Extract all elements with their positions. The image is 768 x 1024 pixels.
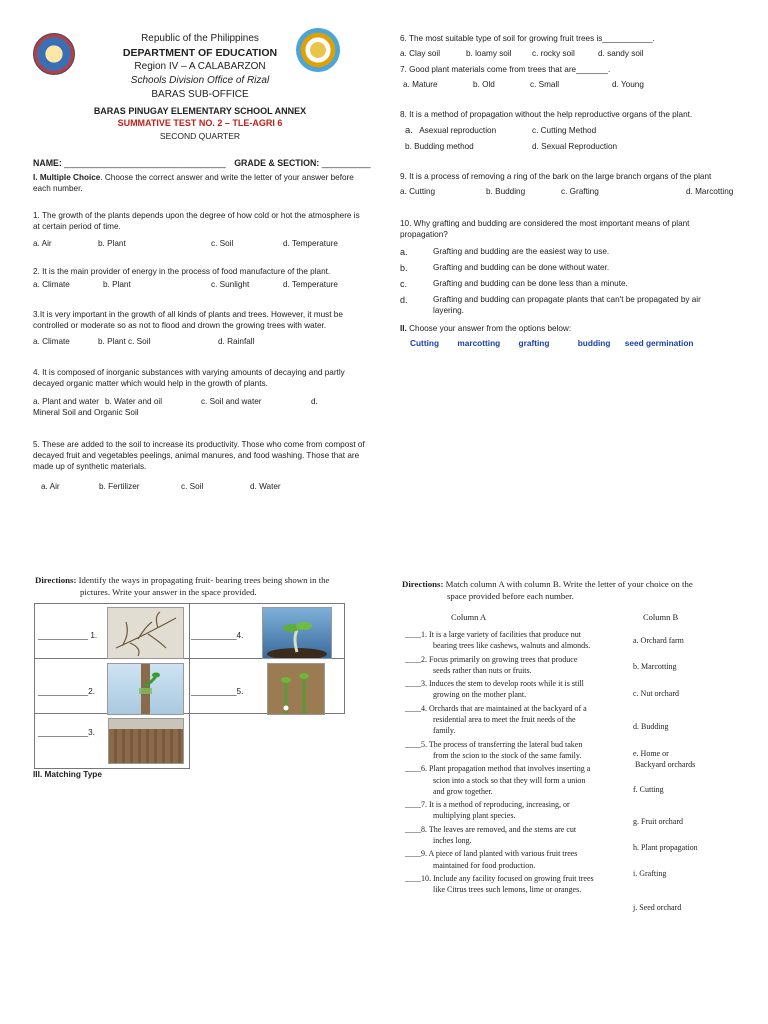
choice-e-text2: Backyard orchards	[635, 760, 696, 769]
choice-g: g. Fruit orchard	[633, 817, 683, 826]
q10-option-c[interactable]: c.	[400, 279, 408, 289]
matching-directions-text: Match column A with column B. Write the letter of your choice on the	[443, 579, 693, 589]
matching-item-9-text2: maintained for food production.	[433, 860, 536, 870]
q5-option-c[interactable]: c. Soil	[181, 482, 204, 491]
picture-directions-text: Identify the ways in propagating fruit- bearing trees being shown in the	[76, 575, 330, 585]
option-seed-germination: seed germination	[624, 338, 694, 348]
grade-blank[interactable]: __________	[321, 158, 371, 168]
q1-option-c[interactable]: c. Soil	[211, 239, 234, 248]
q5-text2: decayed fruit and vegetables peelings, animal manures, and food washing. Those that are	[33, 451, 360, 460]
q2-option-d[interactable]: d. Temperature	[283, 280, 338, 289]
matching-item-5-text2: from the scion to the stock of the same family.	[433, 750, 582, 760]
matching-item-8-text2: inches long.	[433, 836, 472, 846]
part1-instructions: . Choose the correct answer and write the letter of your answer before	[100, 173, 354, 182]
q3-option-bc[interactable]: b. Plant c. Soil	[98, 337, 151, 346]
q10-option-d-text2: layering.	[433, 306, 464, 315]
matching-item-3-text2: growing on the mother plant.	[433, 690, 527, 700]
q4-option-b[interactable]: b. Water and oil	[105, 397, 163, 406]
q1-text: 1. The growth of the plants depends upon the degree of how cold or hot the atmosphere is	[33, 211, 360, 220]
question-10	[400, 218, 740, 240]
matching-item-4-text: ____4. Orchards that are maintained at the backyard of a	[405, 703, 587, 713]
option-cutting: Cutting	[410, 338, 440, 348]
choice-i: i. Grafting	[633, 869, 667, 878]
question-1	[33, 210, 373, 232]
q3-option-a[interactable]: a. Climate	[33, 337, 70, 346]
test-title: SUMMATIVE TEST NO. 2 – TLE-AGRI 6	[117, 118, 283, 128]
matching-item-1-text: ____1. It is a large variety of facilities that produce nut	[405, 630, 582, 639]
picture-budding	[267, 663, 325, 715]
q4-option-d-text: Mineral Soil and Organic Soil	[33, 408, 139, 417]
matching-item-5-text: ____5. The process of transferring the lateral bud taken	[405, 739, 583, 749]
matching-item-9-text: ____9. A piece of land planted with various fruit trees	[405, 849, 578, 859]
picture-answer-1[interactable]: ___________ 1.	[38, 631, 98, 640]
q8-option-c[interactable]: c. Cutting Method	[532, 126, 597, 135]
q3-text: 3.It is very important in the growth of all kinds of plants and trees. However, it must be	[33, 310, 343, 319]
column-a-list	[405, 629, 640, 896]
q10-text: 10. Why grafting and budding are considered the most important means of plant	[400, 219, 690, 228]
matching-item-6-text3: and grow together.	[433, 786, 493, 796]
question-2: 2. It is the main provider of energy in the process of food manufacture of the plant.	[33, 267, 331, 276]
matching-item-6-text: ____6. Plant propagation method that involves inserting a	[405, 764, 591, 774]
choice-c: c. Nut orchard	[633, 689, 679, 698]
q8-option-a[interactable]	[405, 125, 496, 136]
matching-item-5[interactable]	[405, 739, 640, 762]
picture-cutting-roots	[107, 607, 184, 659]
matching-item-8[interactable]	[405, 824, 640, 847]
q3-option-d[interactable]: d. Rainfall	[218, 337, 255, 346]
q10-option-b[interactable]: b.	[400, 263, 408, 273]
q9-option-d[interactable]: d. Marcotting	[686, 187, 734, 196]
matching-item-7-text2: multiplying plant species.	[433, 811, 516, 821]
q5-option-b[interactable]: b. Fertilizer	[99, 482, 140, 491]
q1-option-b[interactable]: b. Plant	[98, 239, 126, 248]
suboffice-title: BARAS SUB-OFFICE	[151, 89, 249, 100]
division-title: Schools Division Office of Rizal	[130, 75, 270, 86]
matching-item-3-text: ____3. Induces the stem to develop roots while it is still	[405, 679, 584, 689]
question-5	[33, 439, 373, 472]
picture-directions	[35, 574, 365, 598]
matching-item-6-text2: scion into a stock so that they will form a union	[433, 775, 586, 785]
q8-option-d[interactable]: d. Sexual Reproduction	[532, 142, 618, 151]
q8-option-a-letter: a.	[405, 125, 413, 136]
school-name: BARAS PINUGAY ELEMENTARY SCHOOL ANNEX	[93, 106, 307, 116]
picture-answer-5[interactable]: __________5.	[191, 687, 244, 696]
q1-text2: at certain period of time.	[33, 222, 121, 231]
picture-answer-4[interactable]: __________4.	[191, 631, 244, 640]
picture-grafting	[107, 663, 184, 715]
q2-option-b[interactable]: b. Plant	[103, 280, 131, 289]
choice-a: a. Orchard farm	[633, 636, 684, 645]
q10-text2: propagation?	[400, 230, 448, 239]
q5-text: 5. These are added to the soil to increase its productivity. Those who come from compost of	[33, 440, 365, 449]
question-6: 6. The most suitable type of soil for growing fruit trees is___________.	[400, 34, 655, 43]
q6-option-c[interactable]: c. rocky soil	[532, 49, 575, 58]
name-blank[interactable]: _________________________________	[64, 158, 226, 168]
q4-text2: decayed organic matter which would help in the growth of plants.	[33, 379, 268, 388]
q4-text: 4. It is composed of inorganic substances with varying amounts of decaying and partly	[33, 368, 345, 377]
part2-instructions-text: Choose your answer from the options below:	[406, 324, 572, 333]
matching-directions	[402, 578, 742, 602]
matching-item-4[interactable]	[405, 703, 640, 737]
matching-item-2-text2: seeds rather than nuts or fruits.	[433, 665, 532, 675]
q4-option-a[interactable]: a. Plant and water	[33, 397, 99, 406]
option-marcotting: marcotting	[457, 338, 501, 348]
q10-option-d[interactable]: d.	[400, 295, 408, 305]
q6-option-a[interactable]: a. Clay soil	[400, 49, 441, 58]
q10-option-b-text: Grafting and budding can be done without water.	[433, 263, 610, 272]
matching-item-7[interactable]	[405, 799, 640, 822]
column-b-header: Column B	[643, 612, 679, 622]
q10-option-d-text: Grafting and budding can propagate plants that can't be propagated by air	[433, 295, 701, 304]
name-line	[33, 158, 371, 168]
choice-e: e. Home or	[633, 749, 669, 758]
matching-item-1[interactable]	[405, 629, 640, 652]
matching-item-6[interactable]	[405, 763, 640, 797]
q2-option-c[interactable]: c. Sunlight	[211, 280, 250, 289]
q7-option-c[interactable]: c. Small	[530, 80, 560, 89]
q7-option-b[interactable]: b. Old	[473, 80, 495, 89]
matching-item-2[interactable]	[405, 654, 640, 677]
matching-item-9[interactable]	[405, 848, 640, 871]
q8-option-a-text: Asexual reproduction	[419, 126, 497, 135]
q9-option-b[interactable]: b. Budding	[486, 187, 526, 196]
choice-d: d. Budding	[633, 722, 669, 731]
matching-item-2-text: ____2. Focus primarily on growing trees that produce	[405, 654, 578, 664]
part3-label: III. Matching Type	[33, 769, 102, 779]
picture-directions-text2: pictures. Write your answer in the space provided.	[80, 587, 257, 597]
department-title: DEPARTMENT OF EDUCATION	[122, 47, 278, 59]
q5-text3: made up of synthetic materials.	[33, 462, 147, 471]
choice-f: f. Cutting	[633, 785, 664, 794]
matching-item-1-text2: bearing trees like cashews, walnuts and almonds.	[433, 641, 591, 651]
picture-field-rows	[108, 718, 184, 764]
q5-option-a[interactable]: a. Air	[41, 482, 60, 491]
part2-instructions	[400, 323, 571, 334]
republic-title: Republic of the Philippines	[141, 33, 259, 44]
matching-item-8-text: ____8. The leaves are removed, and the stems are cut	[405, 824, 577, 834]
picture-seed-germination	[262, 607, 332, 659]
matching-item-4-text3: family.	[433, 726, 456, 736]
question-7: 7. Good plant materials come from trees that are_______.	[400, 65, 611, 74]
part2-options	[410, 338, 693, 348]
region-title: Region IV – A CALABARZON	[134, 61, 266, 72]
q6-option-b[interactable]: b. loamy soil	[466, 49, 512, 58]
question-8: 8. It is a method of propagation without the help reproductive organs of the plant.	[400, 110, 693, 119]
picture-answer-3[interactable]: ___________3.	[38, 728, 95, 737]
matching-directions-text2: space provided before each number.	[447, 591, 574, 601]
matching-item-10-text2: like Citrus trees such lemons, lime or oranges.	[433, 885, 582, 895]
matching-item-3[interactable]	[405, 678, 640, 701]
q8-option-b[interactable]: b. Budding method	[405, 142, 474, 151]
picture-answer-2[interactable]: ___________2.	[38, 687, 95, 696]
q7-option-d[interactable]: d. Young	[612, 80, 644, 89]
choice-j: j. Seed orchard	[633, 903, 682, 912]
matching-item-7-text: ____7. It is a method of reproducing, increasing, or	[405, 800, 570, 810]
matching-item-4-text2: residential area to meet the fruit needs of the	[433, 715, 576, 725]
question-9: 9. It is a process of removing a ring of the bark on the large branch organs of the plant	[400, 172, 712, 181]
grade-label: GRADE & SECTION:	[234, 158, 320, 168]
choice-b: b. Marcotting	[633, 662, 677, 671]
q9-option-a[interactable]: a. Cutting	[400, 187, 436, 196]
deped-logo	[33, 33, 75, 75]
name-label: NAME:	[33, 158, 62, 168]
question-3	[33, 309, 373, 331]
choice-h: h. Plant propagation	[633, 843, 698, 852]
matching-directions-label: Directions:	[402, 579, 444, 589]
column-a-header: Column A	[451, 612, 487, 622]
q10-option-a[interactable]: a.	[400, 247, 408, 257]
q3-text2: controlled or moderate so as not to flood and drown the growing trees with water.	[33, 321, 327, 330]
q1-option-a[interactable]: a. Air	[33, 239, 52, 248]
q7-option-a[interactable]: a. Mature	[403, 80, 438, 89]
q4-option-d[interactable]: d.	[311, 397, 318, 406]
q1-option-d[interactable]: d. Temperature	[283, 239, 338, 248]
q10-option-c-text: Grafting and budding can be done less than a minute.	[433, 279, 628, 288]
quarter-title: SECOND QUARTER	[159, 131, 241, 141]
matching-item-10[interactable]	[405, 873, 640, 896]
q6-option-d[interactable]: d. sandy soil	[598, 49, 644, 58]
question-4	[33, 367, 373, 389]
q9-option-c[interactable]: c. Grafting	[561, 187, 599, 196]
q10-option-a-text: Grafting and budding are the easiest way to use.	[433, 247, 610, 256]
picture-directions-label: Directions:	[35, 575, 77, 585]
q5-option-d[interactable]: d. Water	[250, 482, 281, 491]
q4-option-c[interactable]: c. Soil and water	[201, 397, 262, 406]
option-budding: budding	[577, 338, 611, 348]
part2-label: II.	[400, 324, 407, 333]
part1-instructions2: each number.	[33, 184, 83, 193]
part1-label: I. Multiple Choice	[33, 173, 101, 182]
q2-option-a[interactable]: a. Climate	[33, 280, 70, 289]
matching-item-10-text: ____10. Include any facility focused on growing fruit trees	[405, 873, 594, 883]
option-grafting: grafting	[518, 338, 550, 348]
